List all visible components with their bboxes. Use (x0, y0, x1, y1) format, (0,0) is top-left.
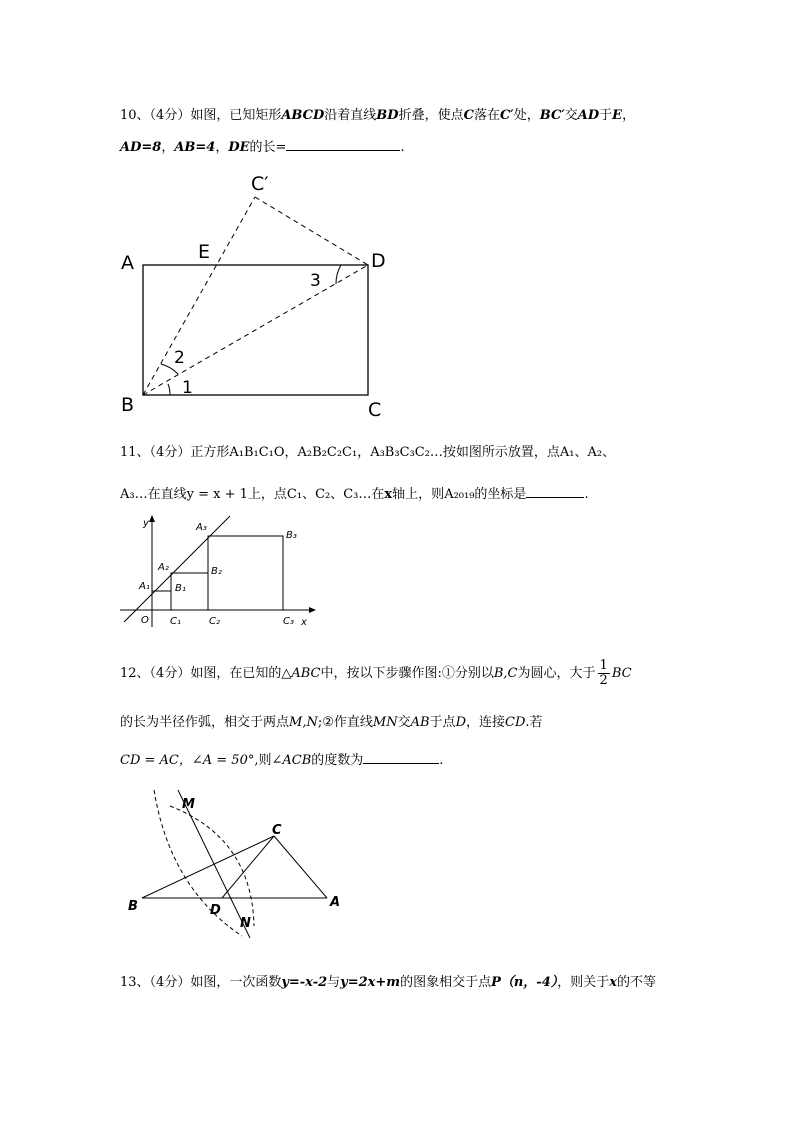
q13-score: （4分） (149, 975, 191, 990)
q13-f1: y=-x-2 (281, 975, 328, 990)
q10-text: . (400, 140, 405, 155)
label-a: A (121, 252, 134, 274)
q12-number: 12、 (120, 666, 150, 681)
q10-text: 沿着直线 (324, 108, 377, 123)
q10-point-c-prime: C′ (499, 108, 514, 123)
label-n: N (240, 916, 251, 931)
q13-number: 13、 (120, 975, 150, 990)
fold-line-c-prime-d (255, 197, 368, 265)
q11-points: A₁、A₂、 (559, 445, 616, 460)
q11-answer-blank[interactable] (526, 497, 584, 498)
q11-text: . (584, 487, 589, 502)
label-e: E (198, 241, 211, 263)
label-x: x (301, 617, 307, 628)
q10-point-e: E (612, 108, 623, 123)
q13-line-1 (120, 971, 656, 990)
q12-point-d: D (455, 715, 466, 730)
label-c: C (272, 823, 282, 838)
segment-cd (222, 836, 274, 898)
q10-text: 的长= (249, 140, 287, 155)
label-o: O (141, 615, 149, 626)
label-c2: C₂ (209, 616, 220, 627)
label-y: y (143, 518, 149, 529)
q11-number: 11、 (120, 445, 150, 460)
diagonal-bd (143, 265, 368, 395)
q12-text: . (439, 753, 444, 768)
label-b: B (121, 394, 135, 416)
q13-text: 的不等 (617, 975, 657, 990)
q11-figure (112, 512, 322, 632)
angle-1-arc (168, 384, 170, 395)
arc-from-b (154, 790, 242, 936)
q11-text: 轴上，则 (392, 487, 445, 502)
label-b2: B₂ (211, 566, 222, 577)
q11-line-1 (120, 441, 615, 460)
q11-target: A₂₀₁₉ (444, 487, 475, 502)
q10-text: ， (215, 140, 229, 155)
label-d: D (371, 250, 386, 272)
q10-text: ， (161, 140, 175, 155)
q12-fraction (598, 659, 610, 688)
label-a: A (330, 895, 341, 910)
q10-de: DE (228, 140, 250, 155)
angle-3-label: 3 (310, 271, 321, 291)
q11-text: A₃… (120, 487, 148, 502)
q10-ad-value: AD=8 (120, 140, 162, 155)
q12-line-1 (120, 659, 632, 688)
q10-figure (112, 166, 402, 422)
q12-condition: CD = AC，∠A = 50° (120, 753, 255, 768)
q10-text: 如图，已知矩形 (190, 108, 282, 123)
q11-axis: x (384, 487, 393, 502)
q12-text: 的长为半径作弧，相交于两点 (120, 715, 290, 730)
q10-number: 10、 (120, 108, 150, 123)
q10-rect: ABCD (281, 108, 325, 123)
q11-text: 在 (371, 487, 385, 502)
q11-text: 在直线 (147, 487, 187, 502)
label-a1: A₁ (139, 581, 150, 592)
q12-figure (112, 778, 352, 948)
y-axis-arrow (149, 515, 155, 522)
q12-ab: AB (410, 715, 430, 730)
q13-f2: y=2x+m (340, 975, 401, 990)
label-d: D (210, 903, 221, 918)
q13-var: x (609, 975, 618, 990)
q13-text: 与 (327, 975, 341, 990)
q12-text: 为圆心，大于 (517, 666, 596, 681)
q12-text: ,则 (254, 753, 272, 768)
q12-line-2 (120, 711, 543, 730)
label-c-prime: C′ (251, 173, 269, 195)
q10-text: 落在 (473, 108, 500, 123)
q11-line-2 (120, 483, 589, 502)
q12-cd: CD (505, 715, 526, 730)
q10-text: 交 (564, 108, 578, 123)
segment-bc (142, 836, 274, 898)
q12-bc: BC (611, 666, 632, 681)
q12-line-3 (120, 749, 443, 768)
label-m: M (182, 797, 195, 812)
q10-text: ， (622, 108, 636, 123)
q13-point: P（n，-4） (491, 975, 558, 990)
q11-text: 的坐标是 (474, 487, 527, 502)
q12-text: .若 (525, 715, 543, 730)
q10-point-c: C (463, 108, 474, 123)
q10-text: 于 (599, 108, 613, 123)
q12-text: 于点 (429, 715, 456, 730)
q11-score: （4分） (149, 445, 191, 460)
q11-text: 按如图所示放置，点 (442, 445, 560, 460)
q12-text: ，连接 (466, 715, 506, 730)
q12-text: ;②作直线 (317, 715, 373, 730)
q10-seg-bc: BC′ (539, 108, 565, 123)
q12-centers: B,C (493, 666, 518, 681)
q10-ab-value: AB=4 (174, 140, 216, 155)
q13-text: 如图，一次函数 (190, 975, 282, 990)
q10-line-bd: BD (376, 108, 399, 123)
q11-c-points: C₁、C₂、C₃… (286, 487, 372, 502)
q10-score: （4分） (149, 108, 191, 123)
q10-text: 处， (513, 108, 540, 123)
q10-answer-blank[interactable] (286, 150, 400, 151)
label-c3: C₃ (283, 616, 294, 627)
x-axis-arrow (309, 607, 316, 613)
label-b: B (128, 899, 138, 914)
q12-text: 中，按以下步骤作图:①分别以 (320, 666, 494, 681)
label-c1: C₁ (170, 616, 181, 627)
q12-text: 如图，在已知的 (190, 666, 282, 681)
label-b3: B₃ (286, 530, 297, 541)
q10-line-2 (120, 136, 405, 155)
q12-triangle: △ABC (281, 666, 321, 681)
q11-text: 正方形 (190, 445, 230, 460)
q12-mn: M,N (289, 715, 318, 730)
angle-2-label: 2 (174, 348, 185, 368)
q11-text: 上，点 (247, 487, 287, 502)
q10-text: 折叠，使点 (398, 108, 464, 123)
label-b1: B₁ (175, 583, 186, 594)
q12-answer-blank[interactable] (363, 763, 439, 764)
q12-line-mn: MN (372, 715, 398, 730)
label-a3: A₃ (196, 522, 207, 533)
q11-squares: A₁B₁C₁O，A₂B₂C₂C₁，A₃B₃C₃C₂… (229, 445, 443, 460)
segment-ca (274, 836, 327, 898)
q10-seg-ad: AD (577, 108, 600, 123)
q12-frac-num: 1 (599, 658, 608, 673)
q12-score: （4分） (149, 666, 191, 681)
fold-line-bc-prime (143, 197, 255, 395)
label-a2: A₂ (158, 562, 169, 573)
q11-equation: y = x + 1 (186, 487, 248, 502)
q12-text: 交 (397, 715, 411, 730)
q13-text: 的图象相交于点 (400, 975, 492, 990)
label-c: C (368, 399, 382, 421)
q10-line-1 (120, 104, 635, 123)
q12-frac-den: 2 (599, 673, 608, 688)
square-1 (152, 591, 171, 610)
angle-1-label: 1 (182, 378, 193, 398)
q12-text: 的度数为 (311, 753, 364, 768)
q12-angle: ∠ACB (271, 753, 312, 768)
q13-text: ，则关于 (557, 975, 610, 990)
